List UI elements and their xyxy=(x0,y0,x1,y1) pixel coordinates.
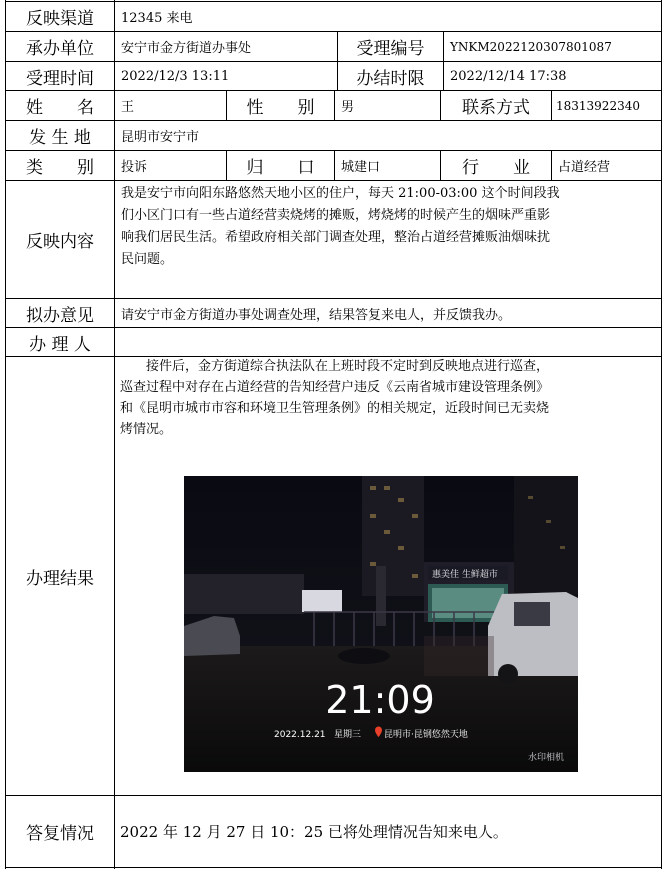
reply-value: 2022 年 12 月 27 日 10：25 已将处理情况告知来电人。 xyxy=(120,823,508,841)
category-label: 类 别 xyxy=(26,158,94,178)
inspection-photo xyxy=(184,476,578,772)
photo-weekday: 星期三 xyxy=(334,730,362,740)
shop-sign: 惠美佳 生鲜超市 xyxy=(432,570,498,580)
result-line: 烤情况。 xyxy=(120,422,173,437)
channel-value: 12345 来电 xyxy=(121,11,193,26)
result-label: 办理结果 xyxy=(26,568,94,589)
photo-time: 21:09 xyxy=(325,678,435,722)
result-line: 接件后，金方街道综合执法队在上班时段不定时到反映地点进行巡查， xyxy=(120,359,550,374)
accept-time-value: 2022/12/3 13:11 xyxy=(121,68,230,84)
table-border-right xyxy=(661,0,662,869)
opinion-value: 请安宁市金方街道办事处调查处理，结果答复来电人，并反馈我办。 xyxy=(121,307,512,323)
opinion-label: 拟办意见 xyxy=(26,305,94,326)
case-number-value: YNKM2022120307801087 xyxy=(450,39,612,54)
name-value: 王 xyxy=(121,100,135,115)
content-label: 反映内容 xyxy=(26,232,94,252)
reply-label: 答复情况 xyxy=(26,824,94,844)
handler-value xyxy=(115,328,661,356)
handler-label: 办 理 人 xyxy=(29,334,91,355)
location-value: 昆明市安宁市 xyxy=(121,130,200,145)
industry-label: 行 业 xyxy=(462,158,530,178)
channel-label: 反映渠道 xyxy=(26,9,94,29)
photo-watermark: 水印相机 xyxy=(528,753,565,763)
accept-time-label: 受理时间 xyxy=(26,68,94,89)
industry-value: 占道经营 xyxy=(558,160,611,175)
unit-label: 承办单位 xyxy=(26,39,94,59)
deadline-value: 2022/12/14 17:38 xyxy=(450,68,567,84)
content-text xyxy=(115,183,661,271)
content-line: 响我们居民生活。希望政府相关部门调查处理，整治占道经营摊贩油烟味扰 xyxy=(121,230,551,245)
name-label: 姓 名 xyxy=(26,98,94,118)
result-line: 巡查过程中对存在占道经营的告知经营户违反《云南省城市建设管理条例》 xyxy=(120,380,550,395)
content-line: 民问题。 xyxy=(121,252,174,267)
content-line: 们小区门口有一些占道经营卖烧烤的摊贩，烤烧烤的时候产生的烟味严重影 xyxy=(121,208,551,223)
result-text xyxy=(115,356,661,440)
unit-value: 安宁市金方街道办事处 xyxy=(121,41,252,56)
belong-value: 城建口 xyxy=(341,160,381,175)
contact-value: 18313922340 xyxy=(556,98,640,113)
contact-label: 联系方式 xyxy=(462,98,530,118)
photo-date: 2022.12.21 xyxy=(274,730,326,740)
result-line: 和《昆明市城市市容和环境卫生管理条例》的相关规定，近段时间已无卖烧 xyxy=(120,401,550,416)
content-line: 我是安宁市向阳东路悠然天地小区的住户，每天 21:00-03:00 这个时间段我 xyxy=(121,186,560,201)
gender-value: 男 xyxy=(341,100,355,115)
deadline-label: 办结时限 xyxy=(356,68,425,89)
belong-label: 归 口 xyxy=(246,158,315,178)
photo-location: 昆明市·昆钢悠然天地 xyxy=(384,730,468,740)
location-label: 发 生 地 xyxy=(29,128,91,148)
category-value: 投诉 xyxy=(121,160,148,175)
row-line xyxy=(5,867,662,868)
gender-label: 性 别 xyxy=(246,98,315,118)
case-number-label: 受理编号 xyxy=(356,39,425,59)
night-street-scene xyxy=(184,476,578,772)
